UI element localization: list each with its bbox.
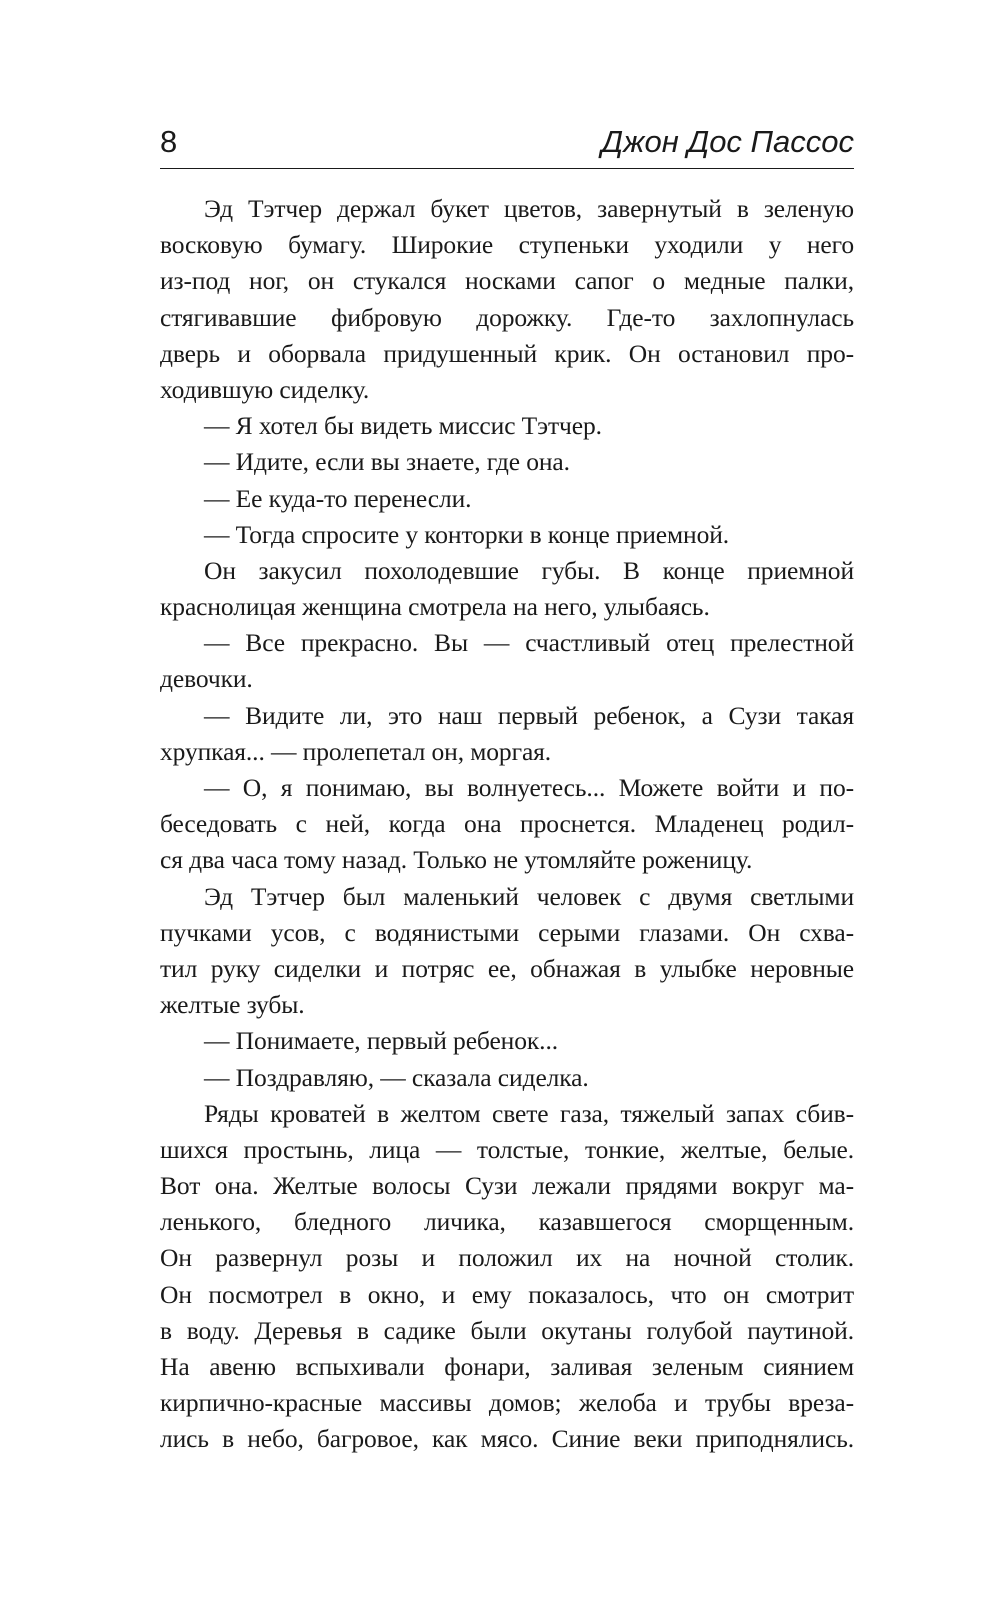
- text-line: краснолицая женщина смотрела на него, улыбаясь.: [160, 592, 710, 622]
- text-line: тил руку сиделки и потряс ее, обнажая в улыбке неровные: [160, 953, 854, 983]
- text-line: хрупкая... — пролепетал он, моргая.: [160, 736, 552, 766]
- text-line: — Все прекрасно. Вы — счастливый отец прелестной: [204, 628, 854, 658]
- text-line: восковую бумагу. Широкие ступеньки уходили у него: [160, 230, 854, 260]
- text-line: шихся простынь, лица — толстые, тонкие, желтые, белые.: [160, 1134, 854, 1164]
- text-line: лись в небо, багровое, как мясо. Синие веки приподнялись.: [160, 1424, 854, 1454]
- text-line: — Я хотел бы видеть миссис Тэтчер.: [204, 411, 602, 441]
- text-line: Эд Тэтчер держал букет цветов, завернутый в зеленую: [204, 194, 854, 223]
- text-line: из-под ног, он стукался носками сапог о медные палки,: [160, 266, 854, 296]
- page-header: [160, 122, 854, 166]
- text-line: ходившую сиделку.: [160, 374, 370, 404]
- text-line: кирпично-красные массивы домов; желоба и трубы вреза-: [160, 1388, 854, 1418]
- text-line: Ряды кроватей в желтом свете газа, тяжелый запах сбив-: [204, 1098, 854, 1128]
- text-line: На авеню вспыхивали фонари, заливая зеленым сиянием: [160, 1352, 854, 1381]
- text-line: Он посмотрел в окно, и ему показалось, что он смотрит: [160, 1279, 854, 1309]
- text-line: — Понимаете, первый ребенок...: [204, 1026, 558, 1056]
- text-line: ся два часа тому назад. Только не утомляйте роженицу.: [160, 845, 753, 875]
- text-line: — Видите ли, это наш первый ребенок, а Сузи такая: [204, 700, 854, 730]
- text-line: беседовать с ней, когда она проснется. Младенец родил-: [160, 809, 854, 839]
- text-line: ленького, бледного личика, казавшегося сморщенным.: [160, 1207, 854, 1237]
- header-rule: [160, 168, 854, 169]
- page-number: 8: [160, 124, 178, 159]
- text-line: желтые зубы.: [160, 990, 305, 1020]
- body-text: [160, 191, 854, 1458]
- text-line: стягивавшие фибровую дорожку. Где-то захлопнулась: [160, 302, 854, 332]
- text-line: пучками усов, с водянистыми серыми глазами. Он схва-: [160, 917, 854, 947]
- text-line: Он развернул розы и положил их на ночной столик.: [160, 1243, 854, 1273]
- text-line: в воду. Деревья в садике были окутаны голубой паутиной.: [160, 1315, 854, 1345]
- text-line: дверь и оборвала придушенный крик. Он остановил про-: [160, 338, 854, 368]
- text-line: девочки.: [160, 664, 253, 694]
- text-line: — Тогда спросите у конторки в конце приемной.: [204, 519, 730, 549]
- running-head-author: Джон Дос Пассос: [601, 124, 854, 159]
- text-line: Вот она. Желтые волосы Сузи лежали прядями вокруг ма-: [160, 1171, 854, 1201]
- text-line: — Идите, если вы знаете, где она.: [204, 447, 570, 477]
- text-line: — Поздравляю, — сказала сиделка.: [204, 1062, 589, 1092]
- text-line: Эд Тэтчер был маленький человек с двумя светлыми: [204, 881, 854, 911]
- text-line: Он закусил похолодевшие губы. В конце приемной: [204, 555, 854, 585]
- text-line: — О, я понимаю, вы волнуетесь... Можете войти и по-: [204, 773, 854, 802]
- text-line: — Ее куда-то перенесли.: [204, 483, 472, 513]
